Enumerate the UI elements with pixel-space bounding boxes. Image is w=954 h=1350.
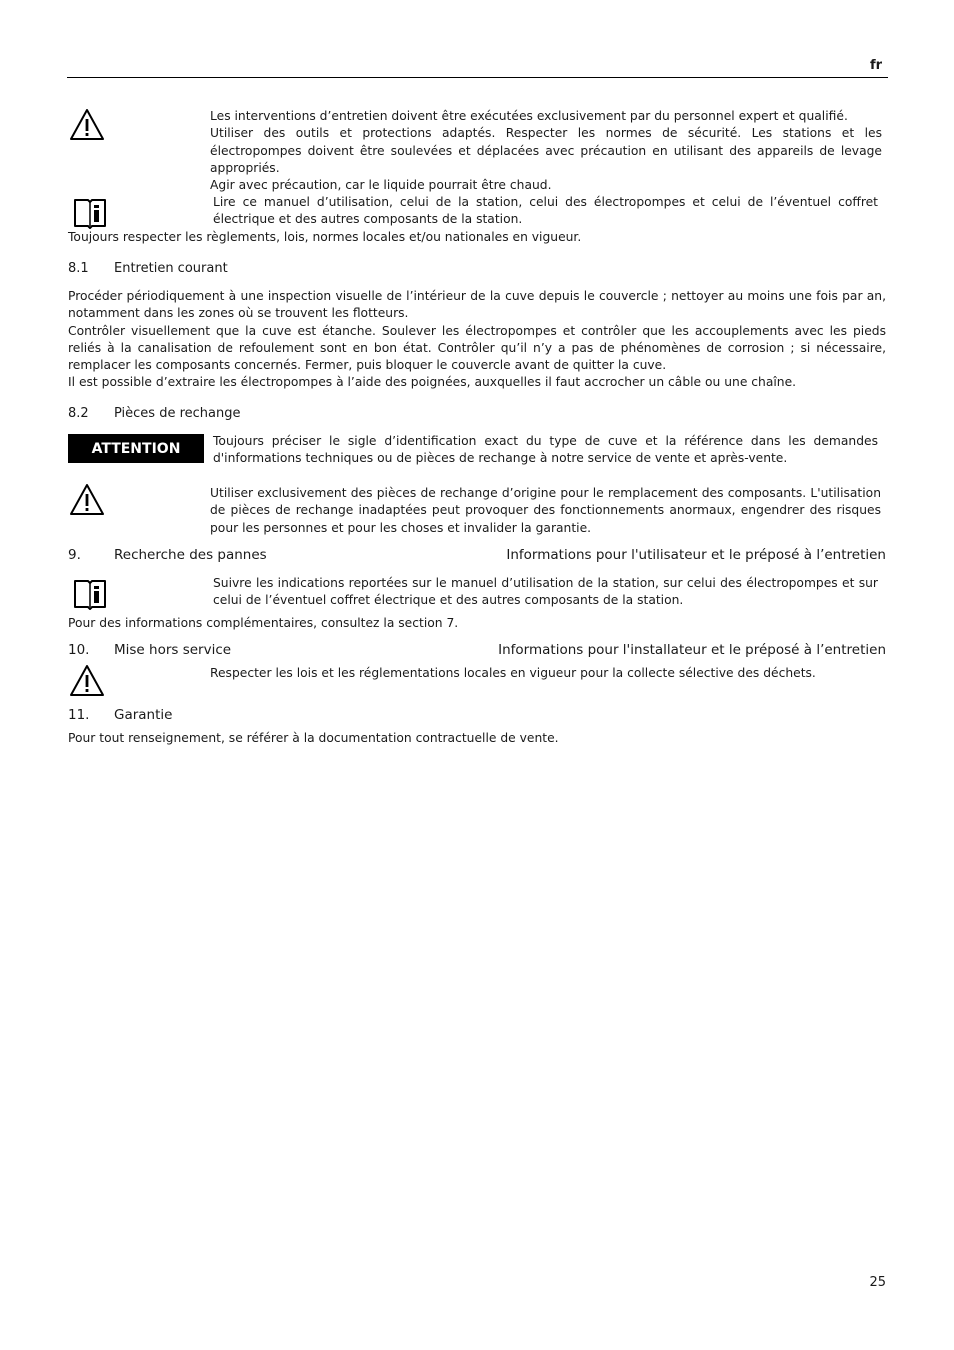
warning-triangle-icon [69, 108, 105, 142]
section-10-audience: Informations pour l'installateur et le préposé à l’entretien [498, 642, 886, 658]
attention-text: Toujours préciser le sigle d’identification exact du type de cuve et la référence dans les demandes d'informations techniques ou de pièces de rechange à notre service de vente et après-vente. [213, 434, 878, 466]
manual-book-icon [72, 577, 108, 611]
safety-line-3: Agir avec précaution, car le liquide pourrait être chaud. [210, 178, 552, 193]
section-8-1-paragraph-2: Contrôler visuellement que la cuve est étanche. Soulever les électropompes et contrôler que les accouplements avec les pieds reliés à la canalisation de refoulement sont en bon état. Contrôler qu’il n’y a pas de phénomènes de corrosion ; si nécessaire, remplacer les composants concernés. Fermer, puis bloquer le couvercle avant de quitter la cuve. [68, 323, 886, 373]
section-9-more-info: Pour des informations complémentaires, consultez la section 7. [68, 616, 459, 630]
section-11-number: 11. [68, 707, 90, 723]
attention-badge: ATTENTION [68, 434, 204, 463]
section-9-audience: Informations pour l'utilisateur et le préposé à l’entretien [506, 547, 886, 563]
safety-text-block [210, 108, 882, 194]
section-8-1-paragraph-3: Il est possible d’extraire les électropompes à l’aide des poignées, auxquelles il faut accrocher un câble ou une chaîne. [68, 375, 797, 390]
section-10-number: 10. [68, 642, 90, 658]
header-rule [67, 77, 888, 78]
section-8-2-title: Pièces de rechange [114, 406, 241, 421]
warning-triangle-icon [69, 483, 105, 517]
section-10-title: Mise hors service [114, 642, 232, 658]
section-8-1-title: Entretien courant [114, 261, 228, 276]
section-8-2-number: 8.2 [68, 406, 89, 421]
language-code: fr [870, 58, 883, 73]
section-9-manual-text: Suivre les indications reportées sur le manuel d’utilisation de la station, sur celui des électropompes et sur celui de l’éventuel coffret électrique et des autres composants de la station. [213, 576, 878, 608]
section-11-title: Garantie [114, 707, 173, 723]
safety-line-1: Les interventions d’entretien doivent être exécutées exclusivement par du personnel expert et qualifié. [210, 109, 848, 123]
section-8-1-paragraph-1: Procéder périodiquement à une inspection visuelle de l’intérieur de la cuve depuis le couvercle ; nettoyer au moins une fois par an, notamment dans les zones où se trouvent les flotteurs. [68, 289, 886, 321]
warning-triangle-icon [69, 664, 105, 698]
manual-text: Lire ce manuel d’utilisation, celui de la station, celui des électropompes et celui de l’éventuel coffret électrique et des autres composants de la station. [213, 195, 878, 227]
safety-line-2: Utiliser des outils et protections adaptés. Respecter les normes de sécurité. Les stations et les électropompes doivent être soulevées et déplacées avec précaution en utilisant des appareils de levage appropriés. [210, 126, 882, 175]
section-9-number: 9. [68, 547, 81, 563]
regulations-text: Toujours respecter les règlements, lois, normes locales et/ou nationales en vigueur. [68, 230, 582, 244]
spare-parts-warning-text: Utiliser exclusivement des pièces de rechange d’origine pour le remplacement des composants. L'utilisation de pièces de rechange inadaptées peut provoquer des fonctionnements anormaux, engendrer des risques pour les personnes et pour les choses et invalider la garantie. [210, 486, 881, 535]
section-8-1-body [68, 288, 886, 392]
section-9-title: Recherche des pannes [114, 547, 267, 563]
section-8-1-number: 8.1 [68, 261, 89, 276]
section-10-warning-text: Respecter les lois et les réglementations locales en vigueur pour la collecte sélective des déchets. [210, 666, 816, 680]
page-number: 25 [869, 1275, 886, 1290]
manual-book-icon [72, 196, 108, 230]
section-11-text: Pour tout renseignement, se référer à la documentation contractuelle de vente. [68, 731, 559, 745]
